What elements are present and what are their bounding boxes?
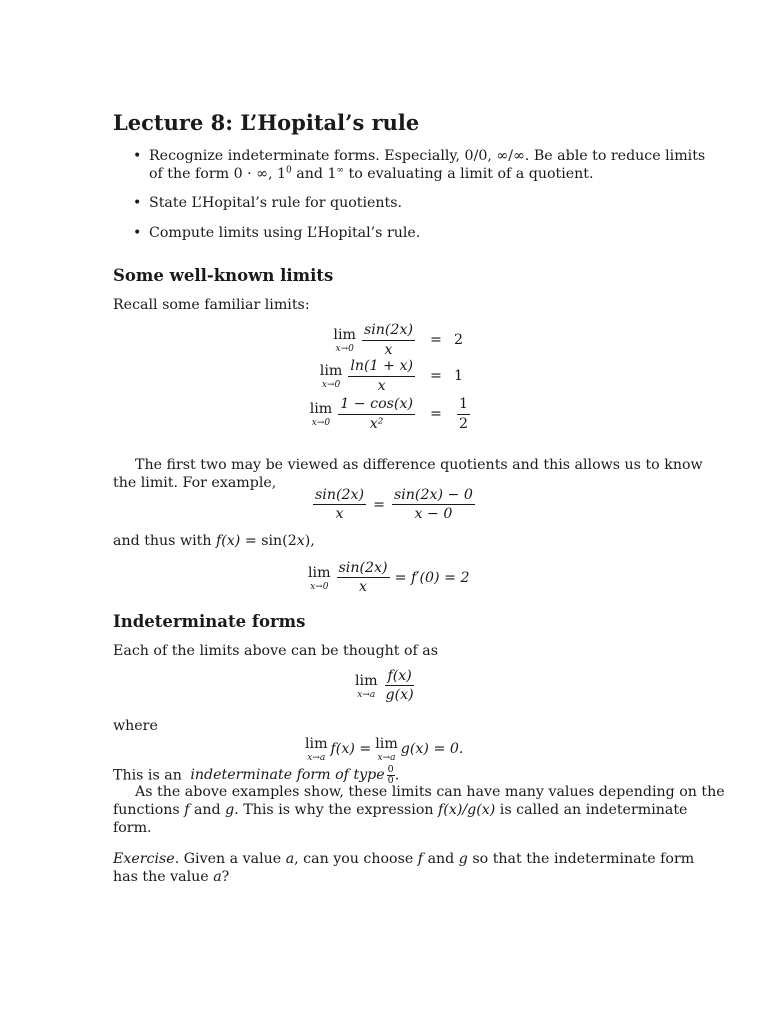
section-heading-indeterminate: Indeterminate forms [113, 612, 306, 631]
goal-item [113, 194, 658, 212]
bullet-icon: • [133, 148, 142, 164]
goal-item [113, 147, 706, 183]
learning-goals [113, 147, 706, 253]
fraction: $\frac{1 - \cos(x)}{\text{x²}}$ [340, 396, 413, 432]
paragraph: the limit. For example, [113, 475, 277, 491]
limit-value: 2 [454, 331, 464, 348]
lim-operator: lim x→0 [333, 326, 356, 355]
goal-line: Recognize indeterminate forms. Especially, 0/0, ∞/∞. Be able to reduce limits [149, 148, 706, 164]
paragraph: The first two may be viewed as difference quotients and this allows us to know [135, 457, 703, 473]
exercise-label: Exercise. [113, 851, 180, 867]
paragraph: and thus with f(x) = sin(2x), [113, 533, 315, 549]
fraction: $\frac{\sin(2x)}{x}$ [363, 322, 413, 358]
paragraph: form. [113, 820, 152, 836]
paragraph: Each of the limits above can be thought of as [113, 643, 439, 659]
fraction: $\frac{\ln(1 + x)}{x}$ [350, 358, 413, 394]
goal-text: State L’Hopital’s rule for quotients. [149, 195, 403, 212]
paragraph: This is an indeterminate form of type $\frac{0}{0}$ . [113, 764, 400, 786]
paragraph: functions f and g. This is why the expression f(x)/g(x) is called an indeterminate [113, 802, 688, 818]
lim-operator: lim x→0 [309, 400, 333, 429]
limit-derivative: lim x→0 $\frac{\sin(2x)}{x}$ = f′(0) = 2 [308, 560, 470, 596]
goal-text: Compute limits using L’Hopital’s rule. [149, 224, 421, 241]
limit-value: $\frac{1}{2}$ [459, 396, 469, 432]
limit-value: 1 [454, 367, 464, 384]
lim-operator: lim x→0 [308, 564, 331, 592]
exercise: has the value a? [113, 869, 230, 885]
paragraph: Recall some familiar limits: [113, 297, 310, 313]
limit-quotient: lim x→a $\frac{f(x)}{g(x)}$ [355, 668, 414, 704]
page-title: Lecture 8: L’Hopital’s rule [113, 110, 420, 135]
limit-row: lim x→0 $\frac{\ln(1 + x)}{x}$ = 1 [318, 358, 484, 394]
limit-condition: lim x→a f(x) = lim x→a g(x) = 0. [305, 736, 464, 764]
paragraph: As the above examples show, these limits can have many values depending on the [135, 784, 725, 800]
bullet-icon: • [133, 224, 142, 241]
exercise: Exercise. Given a value a, can you choose f and g so that the indeterminate form [113, 851, 695, 867]
goal-line: of the form 0 · ∞, $1^0$ and 1∞ to evaluating a limit of a quotient. [149, 165, 594, 183]
paragraph: where [113, 718, 158, 734]
lim-operator: lim x→a [305, 736, 328, 764]
limit-row: lim x→0 $\frac{\sin(2x)}{x}$ = 2 [318, 322, 484, 358]
lim-operator: lim x→0 [319, 362, 343, 391]
section-heading-limits: Some well-known limits [113, 266, 334, 285]
bullet-icon: • [133, 195, 142, 212]
limit-row: lim x→0 $\frac{1 - \cos(x)}{\text{x²}}$ = $\frac{1}{2}$ [309, 396, 469, 432]
difference-quotient: $\frac{\sin(2x)}{x}$ = $\frac{\sin(2x) - 0}{x - 0}$ [315, 487, 473, 523]
lim-operator: lim x→a [375, 736, 398, 764]
goal-item [113, 224, 658, 242]
lim-operator: lim x→a [355, 672, 378, 700]
